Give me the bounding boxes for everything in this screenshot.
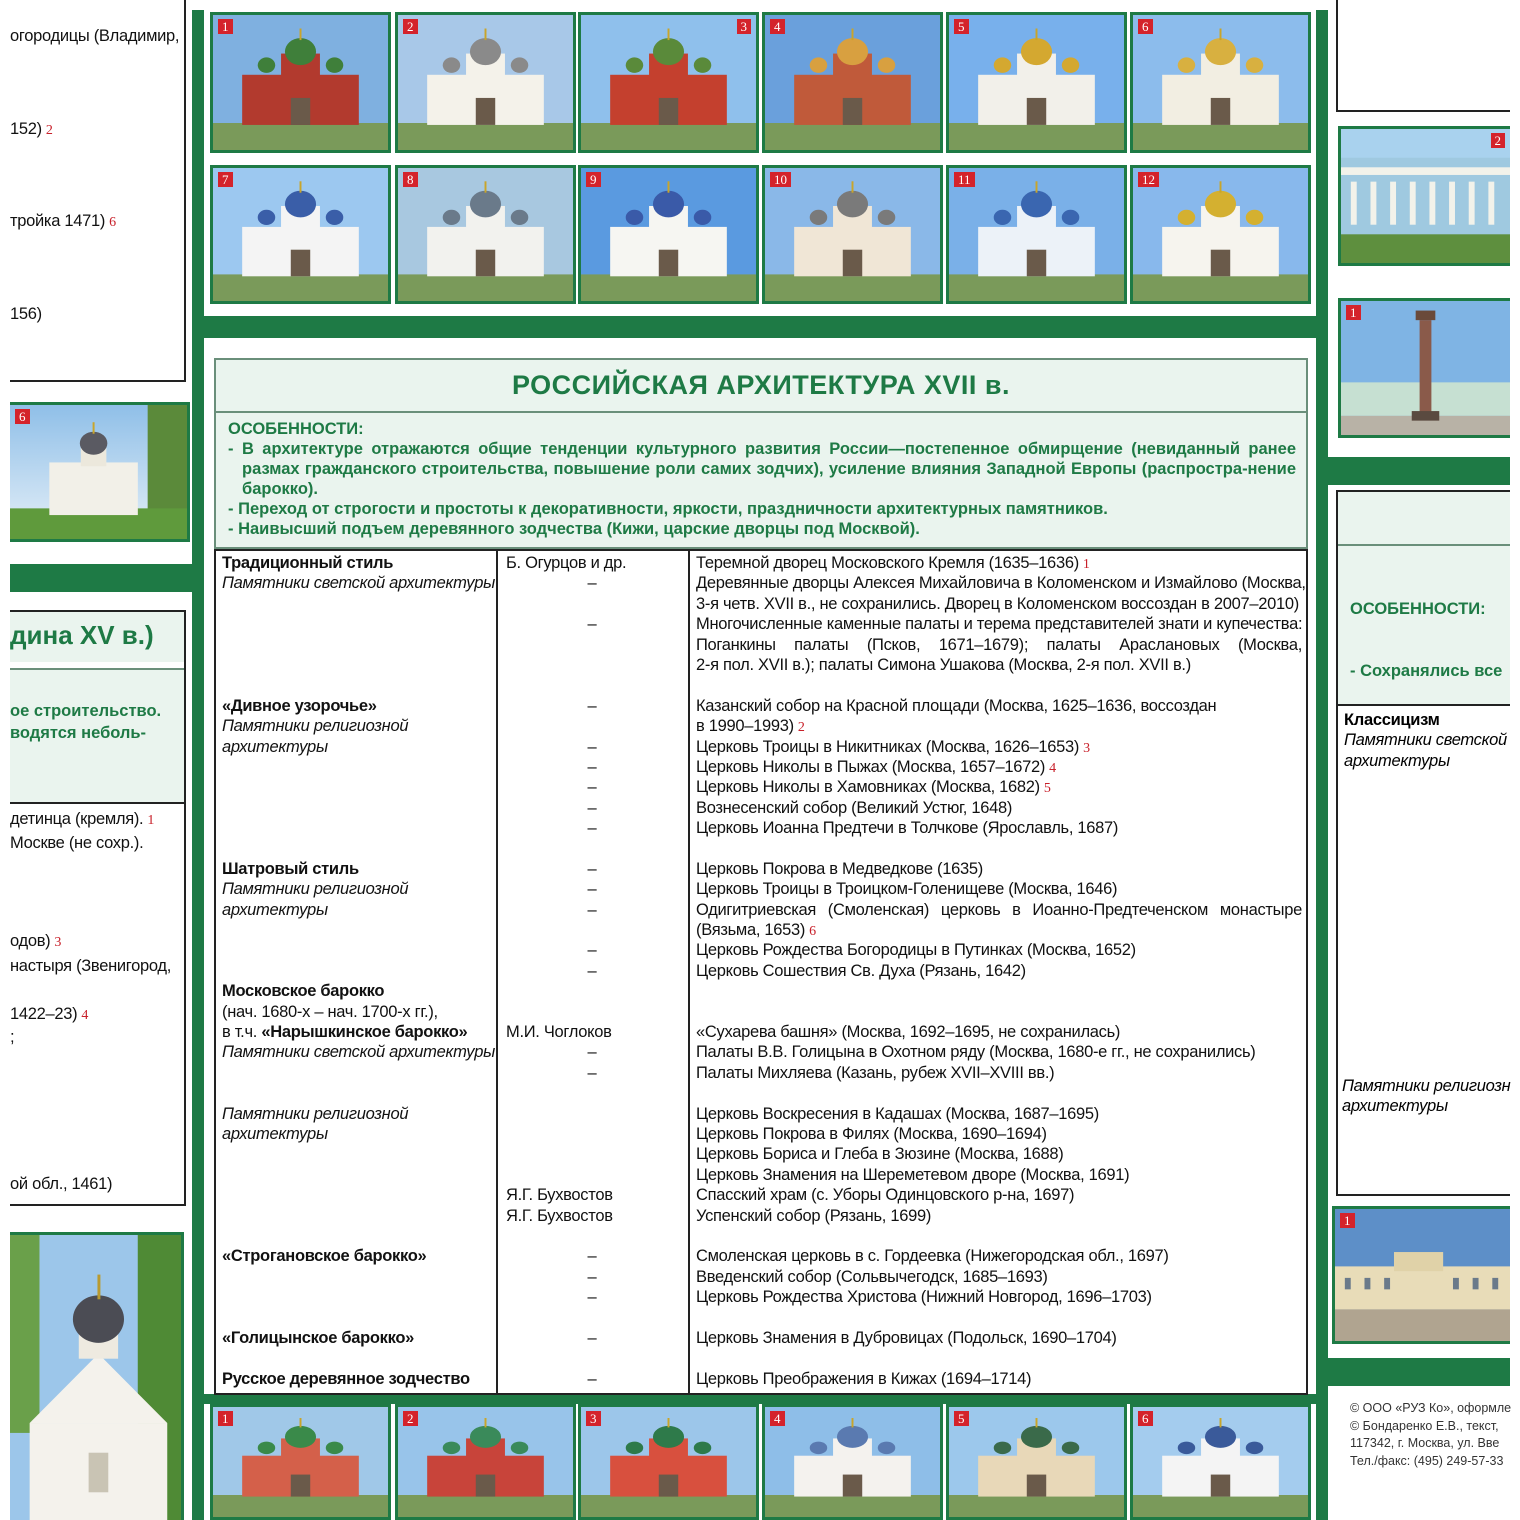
monument-cell xyxy=(690,1348,1306,1368)
right-style-block xyxy=(1344,710,1507,771)
copyright-line: 117342, г. Москва, ул. Вве xyxy=(1350,1436,1500,1450)
photo-number: 1 xyxy=(1340,1213,1355,1228)
table-row xyxy=(216,1287,1306,1307)
building-image xyxy=(949,15,1124,150)
monument-cell xyxy=(690,675,1306,695)
monument-cell: Церковь Сошествия Св. Духа (Рязань, 1642) xyxy=(696,961,1026,980)
style-cell xyxy=(216,757,498,777)
monument-cell: Спасский храм (с. Уборы Одинцовского р-на, 1697) xyxy=(696,1186,1075,1205)
column-image xyxy=(1341,301,1510,435)
architecture-photo xyxy=(946,1404,1127,1520)
style-cell: Памятники светской архитектуры xyxy=(222,574,495,593)
photo-number: 1 xyxy=(218,1411,233,1426)
table-row xyxy=(216,716,1306,736)
palace-image xyxy=(1341,129,1510,263)
monument-cell: Церковь Николы в Хамовниках (Москва, 1682) 5 xyxy=(696,778,1051,797)
table-row xyxy=(216,1165,1306,1185)
monument-cell xyxy=(690,981,1306,1001)
table-row xyxy=(216,1083,1306,1103)
monument-cell: Церковь Троицы в Троицком-Голенищеве (Москва, 1646) xyxy=(696,880,1118,899)
table-row xyxy=(216,818,1306,838)
monument-cell: Одигитриевская (Смоленская) церковь в Иоанно-Предтеченском монастыре xyxy=(696,900,1302,919)
photo-number: 8 xyxy=(403,172,418,187)
building-image xyxy=(213,168,388,301)
features-box xyxy=(214,413,1308,549)
table-row xyxy=(216,1226,1306,1246)
architecture-photo xyxy=(1130,165,1311,304)
green-band-right xyxy=(1328,457,1510,485)
style-cell xyxy=(216,1307,498,1327)
building-image xyxy=(581,1407,756,1517)
left-text: тройка 1471) 6 xyxy=(10,212,116,230)
architect-cell: – xyxy=(587,1063,597,1082)
style-cell xyxy=(216,838,498,858)
monument-cell xyxy=(690,1002,1306,1022)
architect-cell xyxy=(498,675,690,695)
left-features xyxy=(10,668,184,804)
style-cell xyxy=(216,818,498,838)
left-text: детинца (кремля). 1 xyxy=(10,810,155,828)
building-image xyxy=(581,168,756,301)
architect-cell: – xyxy=(587,819,597,838)
left-text: одов) 3 xyxy=(10,932,62,950)
monument-cell: Церковь Бориса и Глеба в Зюзине (Москва, 1688) xyxy=(696,1145,1064,1164)
photo-number: 2 xyxy=(1491,133,1506,148)
architecture-photo xyxy=(762,165,943,304)
copyright-line: © Бондаренко Е.В., текст, xyxy=(1350,1418,1499,1433)
style-cell: Московское барокко xyxy=(222,982,385,1001)
architecture-photo xyxy=(762,12,943,153)
style-cell xyxy=(216,1144,498,1164)
style-cell xyxy=(216,777,498,797)
photo-number: 2 xyxy=(403,1411,418,1426)
architect-cell: – xyxy=(587,900,597,919)
architect-cell xyxy=(498,1165,690,1185)
style-cell: Памятники религиозной xyxy=(222,717,409,736)
monument-cell: Палаты Михляева (Казань, рубеж XVII–XVIII вв.) xyxy=(696,1063,1055,1082)
monument-cell: Церковь Покрова в Медведкове (1635) xyxy=(696,859,983,878)
architect-cell xyxy=(498,1124,690,1144)
architect-cell: Б. Огурцов и др. xyxy=(506,554,627,572)
left-text: огородицы (Владимир, xyxy=(10,27,180,45)
photo-number: 1 xyxy=(1346,305,1361,320)
monument-cell xyxy=(690,1226,1306,1246)
table-row xyxy=(216,635,1306,655)
photo-ref-number: 2 xyxy=(797,720,805,736)
table-row xyxy=(216,798,1306,818)
style-cell xyxy=(216,635,498,655)
feature-item: - В архитектуре отражаются общие тенденции культурного развития России—постепенное обмирщение (невиданный ранее размах гражданского строительства, повышение роли самих зодчих), усиление влияния Западной Европы (распростра-нение барокко). xyxy=(228,440,1296,498)
style-cell xyxy=(216,920,498,940)
table-row xyxy=(216,1124,1306,1144)
building-image xyxy=(949,1407,1124,1517)
table-row xyxy=(216,1144,1306,1164)
left-feature: водятся неболь- xyxy=(10,724,147,742)
green-band-right-bottom xyxy=(1328,1358,1510,1386)
table-row xyxy=(216,981,1306,1001)
style-cell xyxy=(216,1348,498,1368)
architect-cell: – xyxy=(587,798,597,817)
architect-cell: – xyxy=(587,1328,597,1347)
photo-number: 6 xyxy=(1138,19,1153,34)
architect-cell xyxy=(498,838,690,858)
style-cell: Памятники светской архитектуры xyxy=(222,1043,495,1062)
table-row xyxy=(216,1002,1306,1022)
architecture-photo xyxy=(395,1404,576,1520)
style-cell: архитектуры xyxy=(222,737,328,756)
palace-image xyxy=(1335,1209,1510,1341)
photo-number: 6 xyxy=(15,409,30,424)
architect-cell: М.И. Чоглоков xyxy=(506,1022,612,1041)
right-sub: архитектуры xyxy=(1344,751,1450,770)
feature-item: - Наивысший подъем деревянного зодчества (Кижи, царские дворцы под Москвой). xyxy=(228,520,920,538)
style-cell xyxy=(216,1226,498,1246)
monument-cell: Смоленская церковь в с. Гордеевка (Нижегородская обл., 1697) xyxy=(696,1247,1169,1266)
left-photo-church-tall xyxy=(10,1232,184,1520)
architect-cell: – xyxy=(587,859,597,878)
monument-cell xyxy=(690,1083,1306,1103)
table-row xyxy=(216,1267,1306,1287)
architecture-photo xyxy=(762,1404,943,1520)
architect-cell xyxy=(498,981,690,1001)
left-text: настыря (Звенигород, xyxy=(10,957,172,975)
building-image xyxy=(1133,15,1308,150)
architect-cell: – xyxy=(587,737,597,756)
architect-cell xyxy=(498,1002,690,1022)
style-cell: (нач. 1680-х – нач. 1700-х гг.), xyxy=(222,1002,438,1021)
page-title: РОССИЙСКАЯ АРХИТЕКТУРА XVII в. xyxy=(214,358,1308,413)
style-cell xyxy=(216,961,498,981)
architecture-photo xyxy=(578,1404,759,1520)
architecture-photo xyxy=(1130,1404,1311,1520)
architecture-photo xyxy=(395,12,576,153)
architecture-table xyxy=(214,549,1308,1395)
left-text: ; xyxy=(10,1028,15,1046)
building-image xyxy=(1133,168,1308,301)
table-row xyxy=(216,696,1306,716)
table-row xyxy=(216,1022,1306,1042)
photo-number: 6 xyxy=(1138,1411,1153,1426)
building-image xyxy=(1133,1407,1308,1517)
left-text: 152) 2 xyxy=(10,120,53,138)
monument-cell: Церковь Николы в Пыжах (Москва, 1657–1672) 4 xyxy=(696,757,1056,776)
right-photo-palace-bottom xyxy=(1332,1206,1510,1344)
table-row xyxy=(216,900,1306,920)
monument-cell: 2-я пол. XVII в.); палаты Симона Ушакова (Москва, 2-я пол. XVII в.) xyxy=(696,655,1191,674)
table-row xyxy=(216,961,1306,981)
monument-cell: Деревянные дворцы Алексея Михайловича в Коломенском и Измайлово (Москва, xyxy=(696,574,1306,593)
table-row xyxy=(216,1104,1306,1124)
table-row xyxy=(216,1246,1306,1266)
right-features-heading: ОСОБЕННОСТИ: xyxy=(1350,600,1486,618)
monument-cell: Церковь Преображения в Кижах (1694–1714) xyxy=(696,1369,1032,1388)
architect-cell xyxy=(498,1307,690,1327)
style-cell: «Голицынское барокко» xyxy=(222,1328,415,1347)
left-feature: ое строительство. xyxy=(10,702,162,720)
left-panel-bottom xyxy=(10,610,186,1206)
monument-cell xyxy=(690,1307,1306,1327)
photo-ref-number: 5 xyxy=(1043,781,1051,797)
table-row xyxy=(216,940,1306,960)
architect-cell xyxy=(498,1104,690,1124)
green-divider-right xyxy=(1316,10,1328,1520)
building-image xyxy=(765,168,940,301)
architecture-photo xyxy=(210,165,391,304)
building-image xyxy=(949,168,1124,301)
right-feature: - Сохранялись все xyxy=(1350,661,1503,680)
architect-cell: – xyxy=(587,941,597,960)
photo-number: 12 xyxy=(1138,172,1159,187)
style-cell xyxy=(216,1063,498,1083)
photo-number: 2 xyxy=(403,19,418,34)
building-image xyxy=(398,1407,573,1517)
church-image xyxy=(10,405,187,539)
photo-number: 5 xyxy=(954,19,969,34)
right-sub: Памятники светской xyxy=(1344,731,1507,750)
photo-number: 9 xyxy=(586,172,601,187)
table-row xyxy=(216,1369,1306,1389)
table-row xyxy=(216,879,1306,899)
right-sub: архитектуры xyxy=(1342,1097,1448,1116)
architect-cell: – xyxy=(587,1043,597,1062)
architect-cell: – xyxy=(587,1288,597,1307)
monument-cell: Введенский собор (Сольвычегодск, 1685–1693) xyxy=(696,1267,1048,1286)
table-row xyxy=(216,1307,1306,1327)
architecture-photo xyxy=(210,1404,391,1520)
monument-cell: Церковь Рождества Христова (Нижний Новгород, 1696–1703) xyxy=(696,1288,1152,1307)
building-image xyxy=(398,168,573,301)
style-cell: архитектуры xyxy=(222,1124,328,1143)
photo-number: 11 xyxy=(954,172,975,187)
green-band-top xyxy=(204,316,1316,338)
table-row xyxy=(216,838,1306,858)
style-cell xyxy=(216,1206,498,1226)
photo-ref-number: 1 xyxy=(1082,557,1090,572)
copyright-line: Тел./факс: (495) 249-57-33 xyxy=(1350,1453,1504,1468)
monument-cell: Казанский собор на Красной площади (Москва, 1625–1636, воссоздан xyxy=(696,696,1217,715)
architect-cell: – xyxy=(587,1267,597,1286)
style-cell: Памятники религиозной xyxy=(222,880,409,899)
left-panel-top xyxy=(10,0,186,382)
architecture-photo xyxy=(946,165,1127,304)
style-cell xyxy=(216,655,498,675)
table-row xyxy=(216,1185,1306,1205)
photo-ref-number: 6 xyxy=(809,924,816,940)
style-cell: «Дивное узорочье» xyxy=(222,696,377,715)
right-photo-palace xyxy=(1338,126,1510,266)
photo-number: 5 xyxy=(954,1411,969,1426)
right-sub: Памятники религиозн xyxy=(1342,1077,1511,1095)
monument-cell: Теремной дворец Московского Кремля (1635–1636) 1 xyxy=(696,554,1090,572)
architecture-photo xyxy=(946,12,1127,153)
architect-cell: – xyxy=(587,615,597,634)
architect-cell: – xyxy=(587,778,597,797)
monument-cell: «Сухарева башня» (Москва, 1692–1695, не сохранилась) xyxy=(696,1022,1121,1041)
style-cell: «Строгановское барокко» xyxy=(222,1247,427,1266)
architect-cell xyxy=(498,920,690,940)
style-cell xyxy=(216,1267,498,1287)
monument-cell: Многочисленные каменные палаты и терема представителей знати и купечества: xyxy=(696,615,1303,634)
monument-cell: (Вязьма, 1653) 6 xyxy=(696,921,816,940)
building-image xyxy=(765,1407,940,1517)
green-band-left xyxy=(10,564,192,592)
table-row xyxy=(216,553,1306,573)
table-row xyxy=(216,655,1306,675)
style-cell xyxy=(216,1165,498,1185)
architect-cell xyxy=(498,635,690,655)
architecture-photo xyxy=(578,165,759,304)
photo-ref-number: 3 xyxy=(1083,740,1090,756)
table-row xyxy=(216,1206,1306,1226)
style-cell: Памятники религиозной xyxy=(222,1104,409,1123)
monument-cell: Церковь Иоанна Предтечи в Толчкове (Ярославль, 1687) xyxy=(696,819,1119,838)
table-row xyxy=(216,614,1306,634)
monument-cell: Церковь Знамения на Шереметевом дворе (Москва, 1691) xyxy=(696,1165,1130,1184)
style-cell xyxy=(216,1185,498,1205)
style-cell xyxy=(216,1287,498,1307)
photo-number: 4 xyxy=(770,1411,785,1426)
monument-cell: Церковь Троицы в Никитниках (Москва, 1626–1653) 3 xyxy=(696,737,1090,756)
monument-cell: Успенский собор (Рязань, 1699) xyxy=(696,1206,932,1225)
table-row xyxy=(216,573,1306,593)
photo-number: 10 xyxy=(770,172,791,187)
left-text: ой обл., 1461) xyxy=(10,1175,113,1193)
architect-cell: – xyxy=(587,757,597,776)
right-title-area xyxy=(1338,492,1510,544)
style-cell xyxy=(216,940,498,960)
monument-cell xyxy=(690,838,1306,858)
style-cell: архитектуры xyxy=(222,900,328,919)
photo-number: 1 xyxy=(218,19,233,34)
green-divider-left xyxy=(192,10,204,1520)
monument-cell: Вознесенский собор (Великий Устюг, 1648) xyxy=(696,798,1013,817)
left-heading: дина XV в.) xyxy=(10,612,184,662)
monument-cell: Церковь Знамения в Дубровицах (Подольск, 1690–1704) xyxy=(696,1328,1117,1347)
table-row xyxy=(216,757,1306,777)
table-row xyxy=(216,859,1306,879)
table-row xyxy=(216,777,1306,797)
photo-number: 3 xyxy=(737,19,752,34)
architecture-photo xyxy=(1130,12,1311,153)
architect-cell xyxy=(498,1226,690,1246)
table-row xyxy=(216,1042,1306,1062)
green-band-bottom xyxy=(204,1394,1316,1404)
architecture-photo xyxy=(578,12,759,153)
table-row xyxy=(216,1063,1306,1083)
architecture-photo xyxy=(210,12,391,153)
building-image xyxy=(213,15,388,150)
monument-cell: Церковь Рождества Богородицы в Путинках (Москва, 1652) xyxy=(696,941,1136,960)
table-row xyxy=(216,737,1306,757)
style-cell xyxy=(216,594,498,614)
architect-cell xyxy=(498,1083,690,1103)
style-cell: Шатровый стиль xyxy=(222,859,359,878)
architect-cell: – xyxy=(587,1247,597,1266)
architect-cell xyxy=(498,1348,690,1368)
building-image xyxy=(581,15,756,150)
right-religious-label xyxy=(1342,1076,1510,1117)
style-cell xyxy=(216,1083,498,1103)
church-image xyxy=(10,1235,181,1520)
monument-cell: Церковь Воскресения в Кадашах (Москва, 1687–1695) xyxy=(696,1104,1099,1123)
feature-item: - Переход от строгости и простоты к декоративности, яркости, праздничности архитектурных памятников. xyxy=(228,500,1108,518)
architecture-photo xyxy=(395,165,576,304)
style-cell: Русское деревянное зодчество xyxy=(222,1369,470,1388)
photo-number: 7 xyxy=(218,172,233,187)
copyright-block xyxy=(1350,1400,1511,1470)
building-image xyxy=(765,15,940,150)
style-cell: Традиционный стиль xyxy=(222,554,394,572)
architect-cell: – xyxy=(587,880,597,899)
architect-cell xyxy=(498,716,690,736)
photo-ref-number: 4 xyxy=(1049,760,1056,776)
right-style-name: Классицизм xyxy=(1344,711,1440,729)
table-row xyxy=(216,675,1306,695)
left-text: 1422–23) 4 xyxy=(10,1005,89,1023)
monument-cell: в 1990–1993) 2 xyxy=(696,717,805,736)
right-panel-top xyxy=(1336,0,1510,112)
architect-cell: Я.Г. Бухвостов xyxy=(506,1206,613,1225)
table-row xyxy=(216,1348,1306,1368)
right-photo-column xyxy=(1338,298,1510,438)
architect-cell xyxy=(498,594,690,614)
table-row xyxy=(216,1328,1306,1348)
photo-number: 3 xyxy=(586,1411,601,1426)
style-cell xyxy=(216,675,498,695)
monument-cell: 3-я четв. XVII в., не сохранились. Дворец в Коломенском воссоздан в 2007–2010) xyxy=(696,594,1299,613)
right-features xyxy=(1338,544,1510,706)
copyright-line: © ООО «РУЗ Ко», оформле xyxy=(1350,1401,1512,1415)
table-row xyxy=(216,920,1306,940)
left-text: Москве (не сохр.). xyxy=(10,834,144,852)
architect-cell: – xyxy=(587,961,597,980)
architect-cell xyxy=(498,1144,690,1164)
architect-cell xyxy=(498,655,690,675)
features-heading: ОСОБЕННОСТИ: xyxy=(228,420,364,438)
table-row xyxy=(216,594,1306,614)
architect-cell: – xyxy=(587,1369,597,1388)
style-cell xyxy=(216,614,498,634)
style-cell xyxy=(216,798,498,818)
table-rows xyxy=(216,553,1306,1389)
architect-cell: Я.Г. Бухвостов xyxy=(506,1186,613,1205)
left-photo-church xyxy=(10,402,190,542)
monument-cell: Палаты В.В. Голицына в Охотном ряду (Москва, 1680-е гг., не сохранились) xyxy=(696,1043,1256,1062)
monument-cell: Церковь Покрова в Филях (Москва, 1690–1694) xyxy=(696,1124,1047,1143)
architect-cell: – xyxy=(587,574,597,593)
left-text: 156) xyxy=(10,305,42,323)
architect-cell: – xyxy=(587,696,597,715)
photo-number: 4 xyxy=(770,19,785,34)
building-image xyxy=(213,1407,388,1517)
style-cell: в т.ч. «Нарышкинское барокко» xyxy=(222,1022,468,1041)
building-image xyxy=(398,15,573,150)
monument-cell: Поганкины палаты (Псков, 1671–1679); палаты Араслановых (Москва, xyxy=(696,635,1302,654)
